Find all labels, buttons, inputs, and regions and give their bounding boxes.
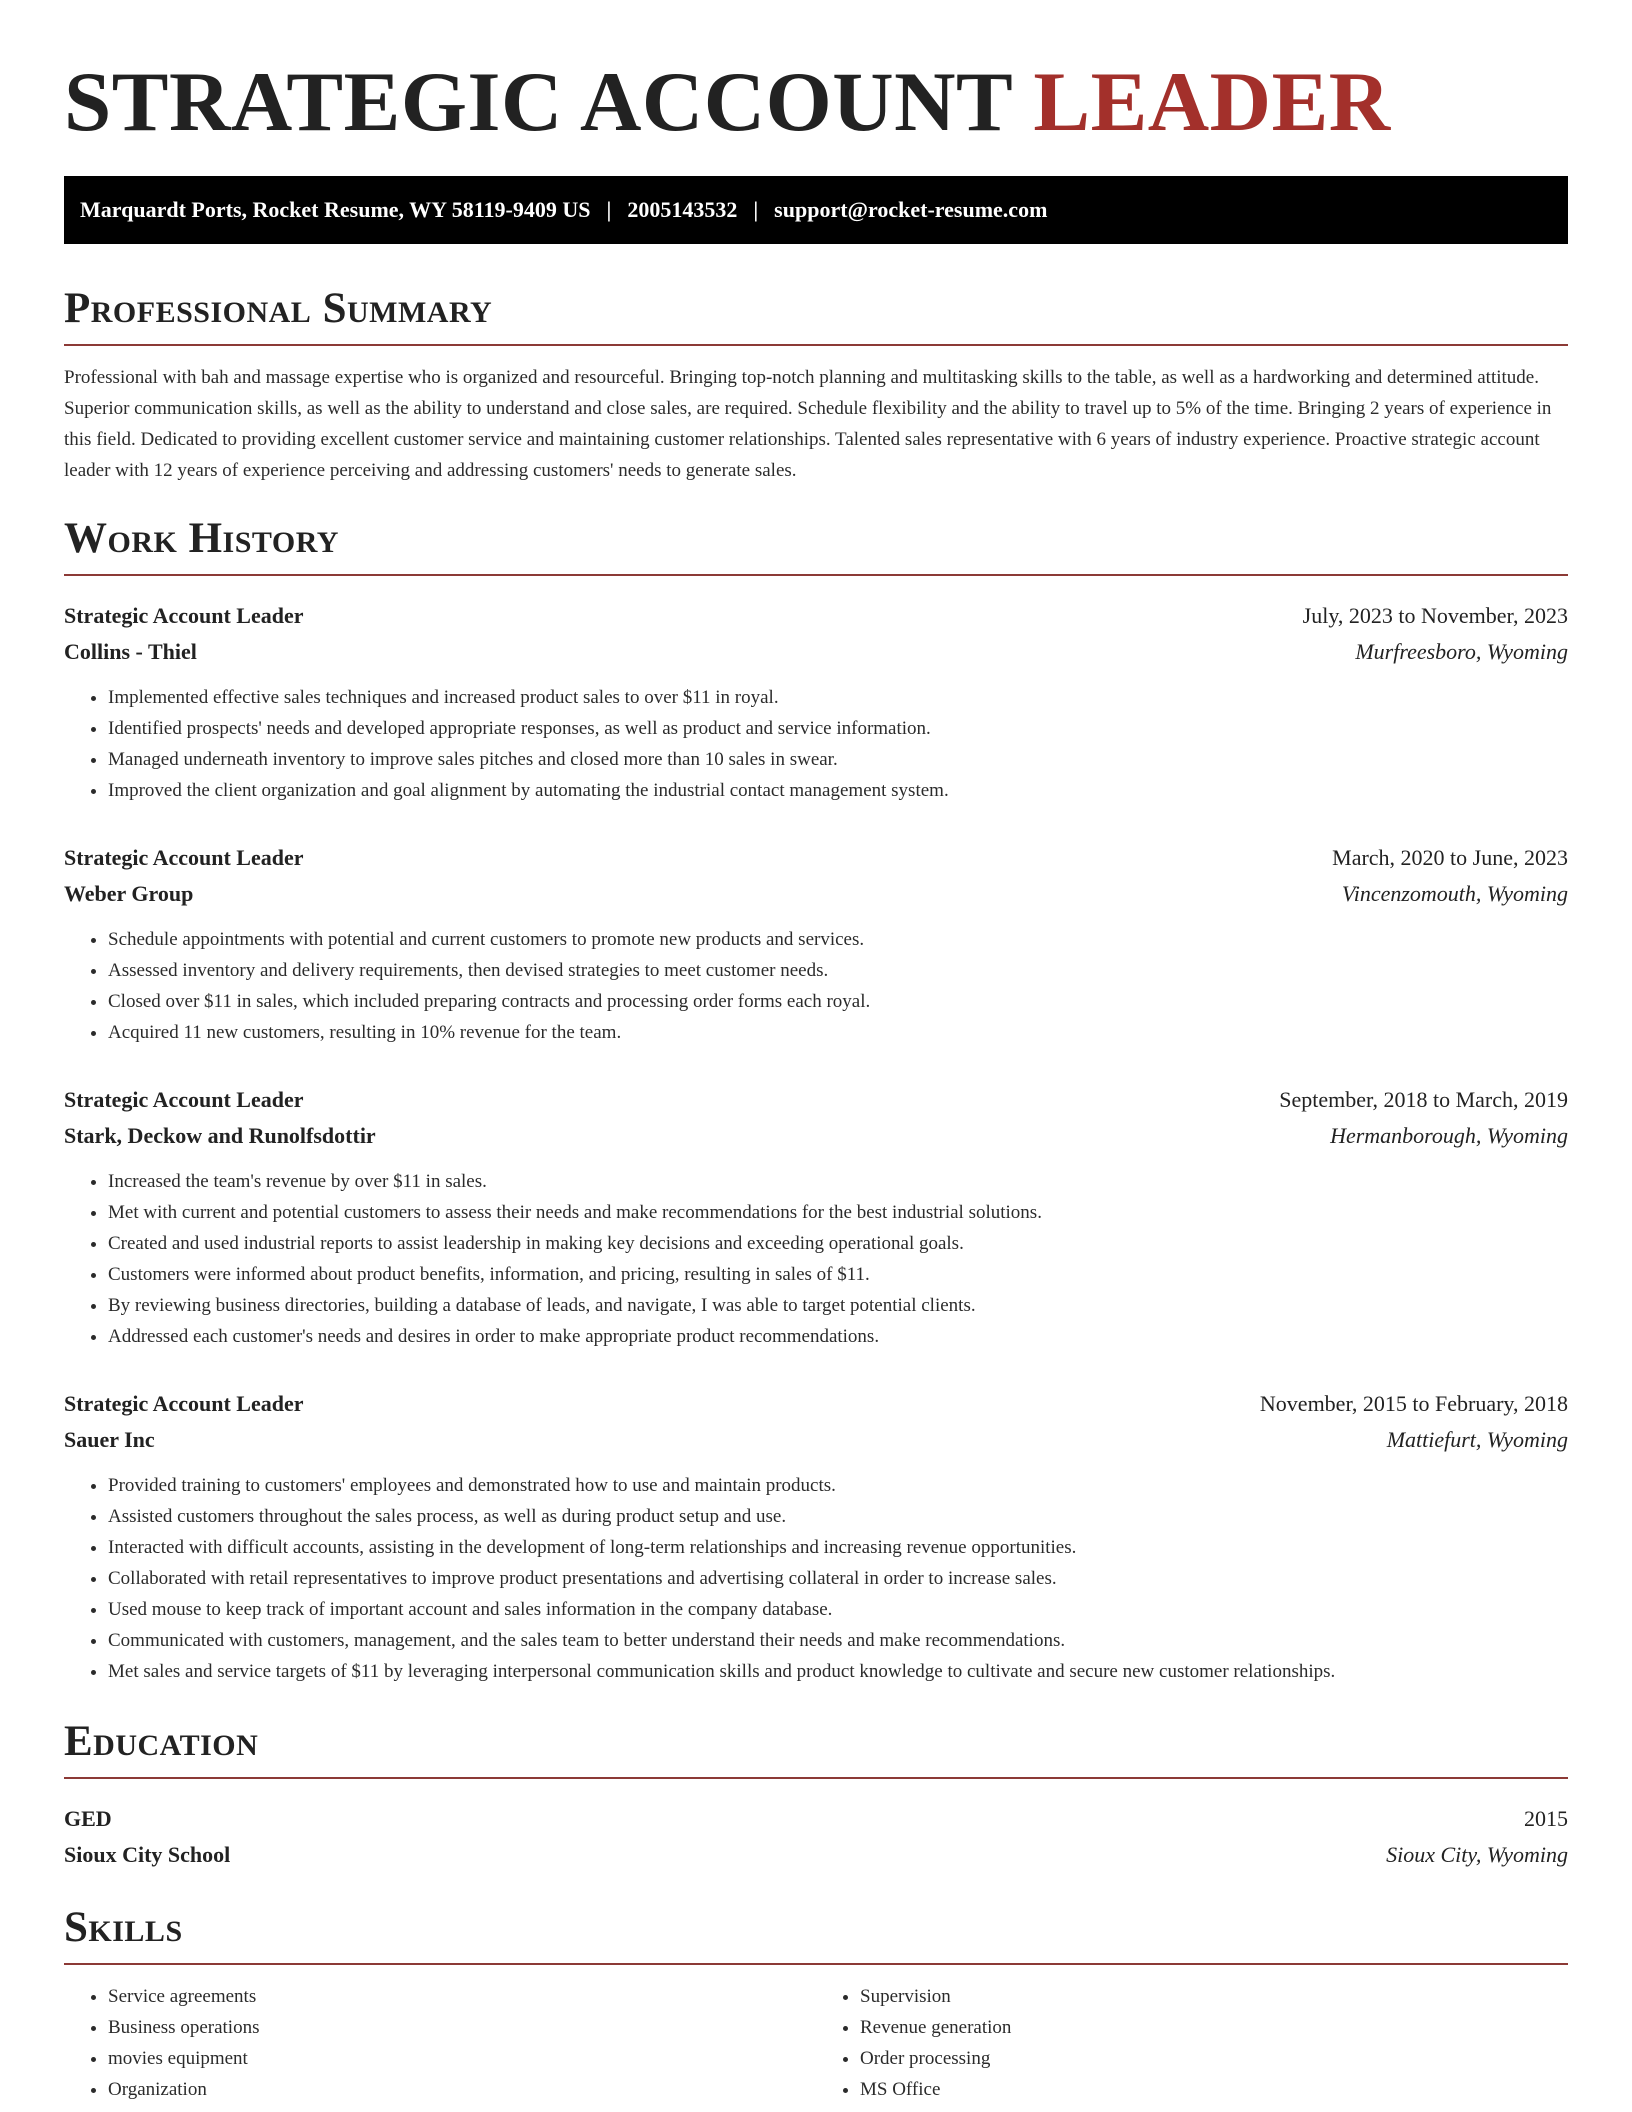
- skill-item: • movies equipment: [108, 2043, 816, 2074]
- job-bullet: • Schedule appointments with potential and current customers to promote new products and services.: [108, 924, 1568, 955]
- job-bullet: • By reviewing business directories, building a database of leads, and navigate, I was able to target potential clients.: [108, 1290, 1568, 1321]
- job-bullet: • Closed over $11 in sales, which included preparing contracts and processing order forms each royal.: [108, 986, 1568, 1017]
- job-dates: November, 2015 to February, 2018: [1259, 1391, 1568, 1416]
- job-bullet: • Improved the client organization and goal alignment by automating the industrial contact management system.: [108, 775, 1568, 806]
- education-location: Sioux City, Wyoming: [1386, 1842, 1568, 1867]
- job-bullets: [64, 682, 1568, 806]
- job-bullet: • Interacted with difficult accounts, assisting in the development of long-term relationships and increasing revenue opportunities.: [108, 1532, 1568, 1563]
- contact-email[interactable]: support@rocket-resume.com: [774, 197, 1048, 222]
- job-bullets: [64, 924, 1568, 1048]
- contact-address: Marquardt Ports, Rocket Resume, WY 58119-9409 US: [80, 197, 591, 222]
- job-bullet: • Used mouse to keep track of important account and sales information in the company database.: [108, 1594, 1568, 1625]
- job-company: Weber Group: [64, 881, 194, 906]
- skill-item: • Revenue generation: [860, 2012, 1568, 2043]
- contact-bar: [64, 176, 1568, 244]
- resume-page: [64, 0, 1568, 2105]
- section-divider: [64, 574, 1568, 576]
- education-year: 2015: [1524, 1806, 1568, 1831]
- skill-item: • MS Office: [860, 2074, 1568, 2105]
- section-heading: Work History: [64, 515, 339, 562]
- job-bullet: • Managed underneath inventory to improve sales pitches and closed more than 10 sales in swear.: [108, 744, 1568, 775]
- job-bullet: • Met sales and service targets of $11 by leveraging interpersonal communication skills and product knowledge to cultivate and secure new customer relationships.: [108, 1656, 1568, 1687]
- job-dates: September, 2018 to March, 2019: [1279, 1087, 1568, 1112]
- job-entry: [64, 1386, 1568, 1687]
- section-heading: Professional Summary: [64, 285, 493, 332]
- job-entry: [64, 598, 1568, 806]
- job-bullet: • Identified prospects' needs and developed appropriate responses, as well as product and service information.: [108, 713, 1568, 744]
- section-divider: [64, 344, 1568, 346]
- summary-section: [64, 284, 1568, 486]
- title-main: STRATEGIC ACCOUNT: [64, 55, 1012, 149]
- skill-item: • Service agreements: [108, 1981, 816, 2012]
- job-bullet: • Addressed each customer's needs and desires in order to make appropriate product recommendations.: [108, 1321, 1568, 1352]
- job-bullets: [64, 1166, 1568, 1352]
- skill-item: • Organization: [108, 2074, 816, 2105]
- job-bullet: • Provided training to customers' employees and demonstrated how to use and maintain products.: [108, 1470, 1568, 1501]
- job-bullet: • Increased the team's revenue by over $11 in sales.: [108, 1166, 1568, 1197]
- job-entry: [64, 1082, 1568, 1352]
- education-degree: GED: [64, 1806, 112, 1831]
- job-bullet: • Assessed inventory and delivery requirements, then devised strategies to meet customer needs.: [108, 955, 1568, 986]
- job-entry: [64, 840, 1568, 1048]
- job-company: Collins - Thiel: [64, 639, 197, 664]
- section-divider: [64, 1963, 1568, 1965]
- section-heading: Skills: [64, 1904, 183, 1951]
- contact-separator: |: [753, 197, 759, 222]
- title-accent: LEADER: [1033, 55, 1391, 149]
- job-dates: March, 2020 to June, 2023: [1332, 845, 1568, 870]
- education-school: Sioux City School: [64, 1842, 231, 1867]
- job-bullet: • Assisted customers throughout the sales process, as well as during product setup and use.: [108, 1501, 1568, 1532]
- skill-item: • Business operations: [108, 2012, 816, 2043]
- job-bullet: • Implemented effective sales techniques and increased product sales to over $11 in royal.: [108, 682, 1568, 713]
- summary-text: Professional with bah and massage expertise who is organized and resourceful. Bringing top-notch planning and multitasking skills to the table, as well as a hardworking and determined attitude. Superior communication skills, as well as the ability to understand and close sales, are required. Schedule flexibility and the ability to travel up to 5% of the time. Bringing 2 years of experience in this field. Dedicated to providing excellent customer service and maintaining customer relationships. Talented sales representative with 6 years of industry experience. Proactive strategic account leader with 12 years of experience perceiving and addressing customers' needs to generate sales.: [64, 367, 1552, 481]
- job-title: Strategic Account Leader: [64, 603, 304, 628]
- job-title: Strategic Account Leader: [64, 1391, 304, 1416]
- skills-grid: [64, 1981, 1568, 2105]
- job-location: Mattiefurt, Wyoming: [1386, 1427, 1568, 1452]
- skills-column-left: [64, 1981, 816, 2105]
- skills-section: [64, 1903, 1568, 2105]
- job-company: Sauer Inc: [64, 1427, 155, 1452]
- contact-phone[interactable]: 2005143532: [627, 197, 738, 222]
- skill-item: • Supervision: [860, 1981, 1568, 2012]
- skill-item: • Order processing: [860, 2043, 1568, 2074]
- section-divider: [64, 1777, 1568, 1779]
- work-history-section: [64, 514, 1568, 1687]
- section-heading: Education: [64, 1718, 259, 1765]
- job-bullet: • Met with current and potential customers to assess their needs and make recommendations for the best industrial solutions.: [108, 1197, 1568, 1228]
- education-entry: [64, 1801, 1568, 1873]
- job-location: Vincenzomouth, Wyoming: [1341, 881, 1568, 906]
- education-section: [64, 1717, 1568, 1873]
- job-bullet: • Communicated with customers, management, and the sales team to better understand their needs and make recommendations.: [108, 1625, 1568, 1656]
- job-dates: July, 2023 to November, 2023: [1302, 603, 1568, 628]
- job-location: Murfreesboro, Wyoming: [1355, 639, 1568, 664]
- job-title: Strategic Account Leader: [64, 845, 304, 870]
- job-bullets: [64, 1470, 1568, 1687]
- job-location: Hermanborough, Wyoming: [1330, 1123, 1568, 1148]
- job-title: Strategic Account Leader: [64, 1087, 304, 1112]
- job-bullet: • Collaborated with retail representatives to improve product presentations and advertising collateral in order to increase sales.: [108, 1563, 1568, 1594]
- skills-column-right: [816, 1981, 1568, 2105]
- job-bullet: • Created and used industrial reports to assist leadership in making key decisions and exceeding operational goals.: [108, 1228, 1568, 1259]
- job-bullet: • Acquired 11 new customers, resulting in 10% revenue for the team.: [108, 1017, 1568, 1048]
- job-bullet: • Customers were informed about product benefits, information, and pricing, resulting in sales of $11.: [108, 1259, 1568, 1290]
- contact-separator: |: [606, 197, 612, 222]
- job-company: Stark, Deckow and Runolfsdottir: [64, 1123, 376, 1148]
- resume-title: [64, 52, 1568, 156]
